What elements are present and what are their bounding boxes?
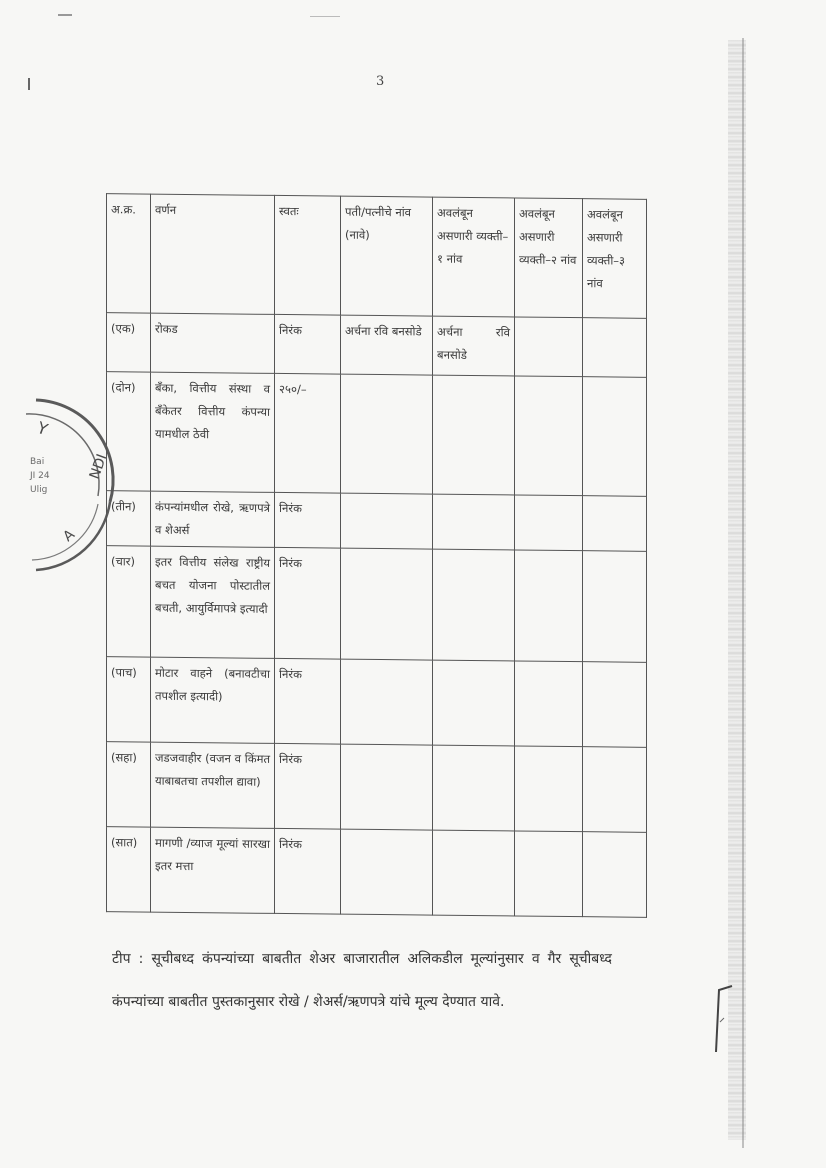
- row-dependent-1-value: [433, 830, 515, 916]
- scanned-page-edge-line: [742, 38, 744, 1148]
- row-dependent-1-value: [433, 549, 515, 661]
- table-row: [107, 657, 647, 748]
- table-row: [107, 313, 647, 378]
- scan-mark: [28, 78, 30, 90]
- row-description: जडजवाहीर (वजन व किंमत याबाबतचा तपशील द्यावा): [151, 742, 275, 828]
- row-dependent-1-value: [433, 745, 515, 831]
- svg-text:Ulig: Ulig: [30, 485, 48, 495]
- row-dependent-2-value: [515, 746, 583, 832]
- header-serial: अ.क्र.: [107, 194, 151, 313]
- svg-text:Bai: Bai: [30, 457, 45, 467]
- row-dependent-2-value: [515, 317, 583, 377]
- row-spouse-value: [341, 659, 433, 745]
- header-spouse: पती/पत्नीचे नांव (नावे): [341, 196, 433, 316]
- svg-text:Y: Y: [34, 417, 51, 440]
- row-self-value: निरंक: [275, 743, 341, 829]
- row-serial: (सहा): [107, 742, 151, 827]
- row-spouse-value: [341, 548, 433, 660]
- row-dependent-1-value: [433, 660, 515, 746]
- margin-pen-stroke: [710, 982, 740, 1054]
- row-dependent-1-value: अर्चना रवि बनसोडे: [433, 316, 515, 376]
- table-row: [107, 546, 647, 663]
- row-description: मागणी /व्याज मूल्यां सारखा इतर मत्ता: [151, 827, 275, 913]
- table-header-row: [107, 194, 647, 319]
- row-description: मोटार वाहने (बनावटीचा तपशील इत्यादी): [151, 657, 275, 743]
- row-dependent-2-value: [515, 831, 583, 917]
- table-row: [107, 372, 647, 497]
- scan-mark: [58, 14, 72, 16]
- table-row: [107, 491, 647, 552]
- row-dependent-1-value: [433, 375, 515, 495]
- header-dependent-1: अवलंबून असणारी व्यक्ती–१ नांव: [433, 197, 515, 317]
- header-self: स्वतः: [275, 195, 341, 315]
- assets-table: [106, 193, 647, 918]
- row-spouse-value: [341, 744, 433, 830]
- row-dependent-2-value: [515, 376, 583, 496]
- row-dependent-2-value: [515, 550, 583, 662]
- row-dependent-2-value: [515, 661, 583, 747]
- svg-text:JI 24: JI 24: [30, 471, 50, 481]
- row-self-value: निरंक: [275, 658, 341, 744]
- header-description: वर्णन: [151, 194, 275, 314]
- row-dependent-2-value: [515, 495, 583, 551]
- row-spouse-value: [341, 829, 433, 915]
- svg-text:NDI: NDI: [86, 452, 111, 482]
- row-serial: (सात): [107, 827, 151, 912]
- row-description: रोकड: [151, 313, 275, 373]
- row-spouse-value: [341, 374, 433, 494]
- row-dependent-3-value: [583, 551, 647, 663]
- row-dependent-3-value: [583, 832, 647, 918]
- row-description: कंपन्यांमधील रोखे, ऋणपत्रे व शेअर्स: [151, 491, 275, 547]
- header-dependent-2: अवलंबून असणारी व्यक्ती–२ नांव: [515, 198, 583, 318]
- row-self-value: २५०/–: [275, 373, 341, 493]
- row-serial: (पाच): [107, 657, 151, 742]
- row-dependent-3-value: [583, 747, 647, 833]
- row-serial: (तीन): [107, 491, 151, 546]
- header-dependent-3: अवलंबून असणारी व्यक्ती–३ नांव: [583, 199, 647, 319]
- row-serial: (चार): [107, 546, 151, 657]
- footnote: टीप : सूचीबध्द कंपन्यांच्या बाबतीत शेअर बाजारातील अलिकडील मूल्यांनुसार व गैर सूचीबध्द कंपन्यांच्या बाबतीत पुस्तकानुसार रोखे / शेअर्स/ऋणपत्रे यांचे मूल्य देण्यात यावे.: [112, 951, 612, 1010]
- row-self-value: निरंक: [275, 314, 341, 374]
- row-serial: (एक): [107, 313, 151, 372]
- row-description: इतर वित्तीय संलेख राष्ट्रीय बचत योजना पोस्टातील बचती, आयुर्विमापत्रे इत्यादी: [151, 546, 275, 658]
- row-self-value: निरंक: [275, 828, 341, 914]
- page-number: 3: [376, 74, 385, 89]
- row-dependent-3-value: [583, 496, 647, 552]
- row-self-value: निरंक: [275, 547, 341, 659]
- row-spouse-value: अर्चना रवि बनसोडे: [341, 315, 433, 375]
- row-dependent-3-value: [583, 318, 647, 378]
- table-row: [107, 742, 647, 833]
- row-description: बँका, वित्तीय संस्था व बँकेतर वित्तीय कंपन्या यामधील ठेवी: [151, 372, 275, 492]
- svg-text:A: A: [60, 526, 78, 546]
- scan-mark: [310, 16, 340, 17]
- row-dependent-1-value: [433, 494, 515, 550]
- row-self-value: निरंक: [275, 492, 341, 548]
- row-dependent-3-value: [583, 662, 647, 748]
- table-row: [107, 827, 647, 918]
- row-spouse-value: [341, 493, 433, 549]
- row-dependent-3-value: [583, 377, 647, 497]
- row-serial: (दोन): [107, 372, 151, 491]
